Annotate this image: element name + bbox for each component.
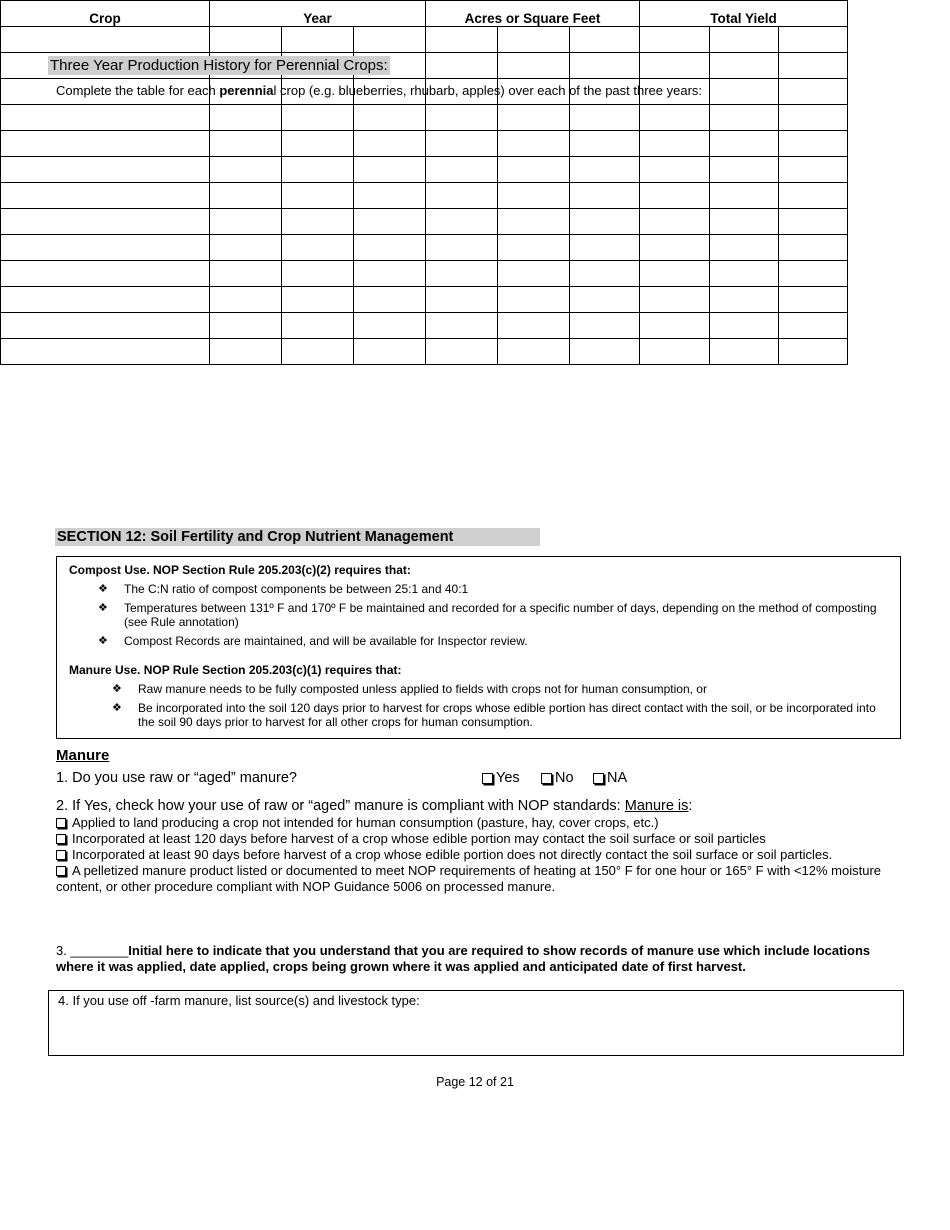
acres-cell[interactable] — [570, 261, 640, 287]
acres-cell[interactable] — [426, 105, 498, 131]
checkbox-icon[interactable] — [482, 773, 493, 784]
production-history-table — [0, 0, 848, 365]
q1-na-option[interactable]: NA — [593, 770, 627, 786]
year-cell[interactable] — [282, 339, 354, 365]
acres-cell[interactable] — [498, 105, 570, 131]
crop-cell[interactable] — [1, 339, 210, 365]
year-cell[interactable] — [282, 313, 354, 339]
nop-rules-box — [56, 556, 901, 739]
question-4-label: 4. If you use off -farm manure, list source(s) and livestock type: — [58, 993, 420, 1008]
acres-cell[interactable] — [570, 105, 640, 131]
checkbox-icon[interactable] — [541, 773, 552, 784]
year-cell[interactable] — [354, 105, 426, 131]
crop-cell[interactable] — [1, 27, 210, 53]
year-cell[interactable] — [354, 131, 426, 157]
yield-cell[interactable] — [710, 131, 779, 157]
checkbox-icon[interactable] — [56, 866, 66, 876]
acres-cell[interactable] — [426, 339, 498, 365]
acres-cell[interactable] — [498, 339, 570, 365]
year-cell[interactable] — [282, 131, 354, 157]
compost-item: ❖ The C:N ratio of compost components be between 25:1 and 40:1 — [98, 582, 469, 596]
history-intro: Complete the table for each perennial crop (e.g. blueberries, rhubarb, apples) over each of the past three years: — [56, 83, 703, 98]
yield-cell[interactable] — [640, 261, 710, 287]
year-cell[interactable] — [210, 183, 282, 209]
acres-cell[interactable] — [570, 131, 640, 157]
table-row — [1, 27, 848, 53]
acres-cell[interactable] — [498, 261, 570, 287]
crop-cell[interactable] — [1, 261, 210, 287]
table-row — [1, 183, 848, 209]
yield-cell[interactable] — [710, 79, 779, 105]
acres-cell[interactable] — [426, 131, 498, 157]
yield-cell[interactable] — [710, 313, 779, 339]
year-cell[interactable] — [210, 313, 282, 339]
yield-cell[interactable] — [779, 183, 848, 209]
compost-use-heading: Compost Use. NOP Section Rule 205.203(c)(2) requires that: — [69, 563, 411, 577]
bullet-icon: ❖ — [98, 583, 108, 595]
table-row — [1, 261, 848, 287]
year-cell[interactable] — [210, 27, 282, 53]
year-cell[interactable] — [210, 339, 282, 365]
acres-cell[interactable] — [498, 287, 570, 313]
question-3-initial: 3. ________Initial here to indicate that you understand that you are required to show records of manure use which include locations where it was applied, date applied, crops being grown where it was applied and anticipated date of first harvest. — [56, 943, 871, 974]
year-cell[interactable] — [354, 287, 426, 313]
manure-heading: Manure — [56, 747, 110, 764]
table-row — [1, 105, 848, 131]
yield-cell[interactable] — [710, 53, 779, 79]
compost-item: ❖ Compost Records are maintained, and will be available for Inspector review. — [98, 634, 528, 648]
compliance-option[interactable]: A pelletized manure product listed or documented to meet NOP requirements of heating at 150° F for one hour or 165° F with <12% moisture content, or other procedure compliant with NOP Guidance 5006 on processed manure. — [56, 863, 882, 894]
acres-cell[interactable] — [570, 157, 640, 183]
acres-cell[interactable] — [426, 313, 498, 339]
history-title: Three Year Production History for Perennial Crops: — [50, 57, 388, 74]
table-row — [1, 339, 848, 365]
checkbox-icon[interactable] — [593, 773, 604, 784]
crop-cell[interactable] — [1, 105, 210, 131]
table-row — [1, 313, 848, 339]
yield-cell[interactable] — [640, 287, 710, 313]
question-2: 2. If Yes, check how your use of raw or “aged” manure is compliant with NOP standards: Manure is: — [56, 798, 693, 814]
crop-cell[interactable] — [1, 287, 210, 313]
yield-cell[interactable] — [779, 53, 848, 79]
acres-cell[interactable] — [570, 235, 640, 261]
question-4-box[interactable] — [48, 990, 904, 1056]
manure-rule-item: ❖ Raw manure needs to be fully composted unless applied to fields with crops not for human consumption, or — [112, 682, 707, 696]
yield-cell[interactable] — [779, 209, 848, 235]
acres-cell[interactable] — [570, 27, 640, 53]
header-acres: Acres or Square Feet — [426, 1, 640, 27]
section-12-title: SECTION 12: Soil Fertility and Crop Nutrient Management — [55, 528, 540, 546]
year-cell[interactable] — [210, 235, 282, 261]
yield-cell[interactable] — [710, 339, 779, 365]
yield-cell[interactable] — [710, 157, 779, 183]
yield-cell[interactable] — [779, 105, 848, 131]
year-cell[interactable] — [354, 261, 426, 287]
yield-cell[interactable] — [710, 183, 779, 209]
header-crop: Crop — [1, 1, 210, 27]
yield-cell[interactable] — [640, 131, 710, 157]
yield-cell[interactable] — [779, 339, 848, 365]
bullet-icon: ❖ — [112, 702, 122, 714]
table-header-row — [1, 1, 848, 27]
yield-cell[interactable] — [779, 27, 848, 53]
year-cell[interactable] — [210, 131, 282, 157]
yield-cell[interactable] — [779, 79, 848, 105]
yield-cell[interactable] — [779, 157, 848, 183]
crop-cell[interactable] — [1, 131, 210, 157]
acres-cell[interactable] — [570, 313, 640, 339]
year-cell[interactable] — [210, 105, 282, 131]
yield-cell[interactable] — [710, 235, 779, 261]
acres-cell[interactable] — [498, 209, 570, 235]
acres-cell[interactable] — [498, 131, 570, 157]
checkbox-icon[interactable] — [56, 850, 66, 860]
year-cell[interactable] — [282, 209, 354, 235]
acres-cell[interactable] — [426, 287, 498, 313]
crop-cell[interactable] — [1, 235, 210, 261]
checkbox-icon[interactable] — [56, 834, 66, 844]
yield-cell[interactable] — [640, 53, 710, 79]
header-year: Year — [210, 1, 426, 27]
table-row — [1, 287, 848, 313]
yield-cell[interactable] — [779, 131, 848, 157]
table-row — [1, 235, 848, 261]
year-cell[interactable] — [282, 287, 354, 313]
yield-cell[interactable] — [640, 157, 710, 183]
year-cell[interactable] — [282, 105, 354, 131]
yield-cell[interactable] — [710, 209, 779, 235]
table-row — [1, 131, 848, 157]
yield-cell[interactable] — [779, 287, 848, 313]
yield-cell[interactable] — [710, 261, 779, 287]
yield-cell[interactable] — [779, 261, 848, 287]
header-total-yield: Total Yield — [640, 1, 848, 27]
year-cell[interactable] — [282, 235, 354, 261]
acres-cell[interactable] — [426, 27, 498, 53]
yield-cell[interactable] — [640, 209, 710, 235]
q1-no-option[interactable]: No — [541, 770, 574, 786]
yield-cell[interactable] — [640, 27, 710, 53]
bullet-icon: ❖ — [98, 602, 108, 614]
acres-cell[interactable] — [570, 53, 640, 79]
crop-cell[interactable] — [1, 209, 210, 235]
table-row — [1, 209, 848, 235]
yield-cell[interactable] — [779, 313, 848, 339]
yield-cell[interactable] — [640, 235, 710, 261]
acres-cell[interactable] — [498, 53, 570, 79]
year-cell[interactable] — [354, 209, 426, 235]
year-cell[interactable] — [282, 261, 354, 287]
year-cell[interactable] — [354, 339, 426, 365]
year-cell[interactable] — [210, 157, 282, 183]
acres-cell[interactable] — [426, 261, 498, 287]
year-cell[interactable] — [354, 157, 426, 183]
manure-use-heading: Manure Use. NOP Rule Section 205.203(c)(1) requires that: — [69, 663, 402, 677]
acres-cell[interactable] — [426, 53, 498, 79]
year-cell[interactable] — [282, 157, 354, 183]
compliance-option[interactable]: Applied to land producing a crop not intended for human consumption (pasture, hay, cover crops, etc.) — [56, 815, 896, 831]
question-1: 1. Do you use raw or “aged” manure? — [56, 770, 297, 786]
yield-cell[interactable] — [779, 235, 848, 261]
page-number: Page 12 of 21 — [436, 1075, 514, 1089]
compliance-option[interactable]: Incorporated at least 120 days before harvest of a crop whose edible portion may contact the soil surface or soil particles — [56, 831, 896, 847]
acres-cell[interactable] — [498, 27, 570, 53]
compliance-option[interactable]: Incorporated at least 90 days before harvest of a crop whose edible portion does not directly contact the soil surface or soil particles. — [56, 847, 896, 863]
yield-cell[interactable] — [640, 339, 710, 365]
crop-cell[interactable] — [1, 157, 210, 183]
yield-cell[interactable] — [710, 287, 779, 313]
acres-cell[interactable] — [570, 339, 640, 365]
acres-cell[interactable] — [426, 235, 498, 261]
year-cell[interactable] — [282, 27, 354, 53]
yield-cell[interactable] — [640, 105, 710, 131]
year-cell[interactable] — [354, 235, 426, 261]
crop-cell[interactable] — [1, 313, 210, 339]
initial-blank[interactable]: 3. ________ — [56, 943, 129, 958]
acres-cell[interactable] — [570, 183, 640, 209]
year-cell[interactable] — [354, 183, 426, 209]
yield-cell[interactable] — [710, 27, 779, 53]
yield-cell[interactable] — [710, 105, 779, 131]
bullet-icon: ❖ — [98, 635, 108, 647]
year-cell[interactable] — [210, 287, 282, 313]
table-row — [1, 157, 848, 183]
crop-cell[interactable] — [1, 183, 210, 209]
acres-cell[interactable] — [498, 157, 570, 183]
year-cell[interactable] — [210, 261, 282, 287]
checkbox-icon[interactable] — [56, 818, 66, 828]
acres-cell[interactable] — [498, 183, 570, 209]
yield-cell[interactable] — [640, 313, 710, 339]
acres-cell[interactable] — [498, 313, 570, 339]
q1-yes-option[interactable]: Yes — [482, 770, 520, 786]
acres-cell[interactable] — [498, 235, 570, 261]
year-cell[interactable] — [210, 209, 282, 235]
acres-cell[interactable] — [570, 209, 640, 235]
acres-cell[interactable] — [426, 183, 498, 209]
compost-item: ❖ Temperatures between 131º F and 170º F be maintained and recorded for a specific number of days, depending on the method of composting (see Rule annotation) — [98, 601, 877, 629]
bullet-icon: ❖ — [112, 683, 122, 695]
year-cell[interactable] — [354, 27, 426, 53]
year-cell[interactable] — [354, 313, 426, 339]
acres-cell[interactable] — [426, 157, 498, 183]
year-cell[interactable] — [282, 183, 354, 209]
acres-cell[interactable] — [426, 209, 498, 235]
manure-rule-item: ❖ Be incorporated into the soil 120 days prior to harvest for crops whose edible portion has direct contact with the soil, or be incorporated into the soil 90 days prior to harvest for all other crops for human consumption. — [112, 701, 876, 729]
acres-cell[interactable] — [570, 287, 640, 313]
yield-cell[interactable] — [640, 183, 710, 209]
